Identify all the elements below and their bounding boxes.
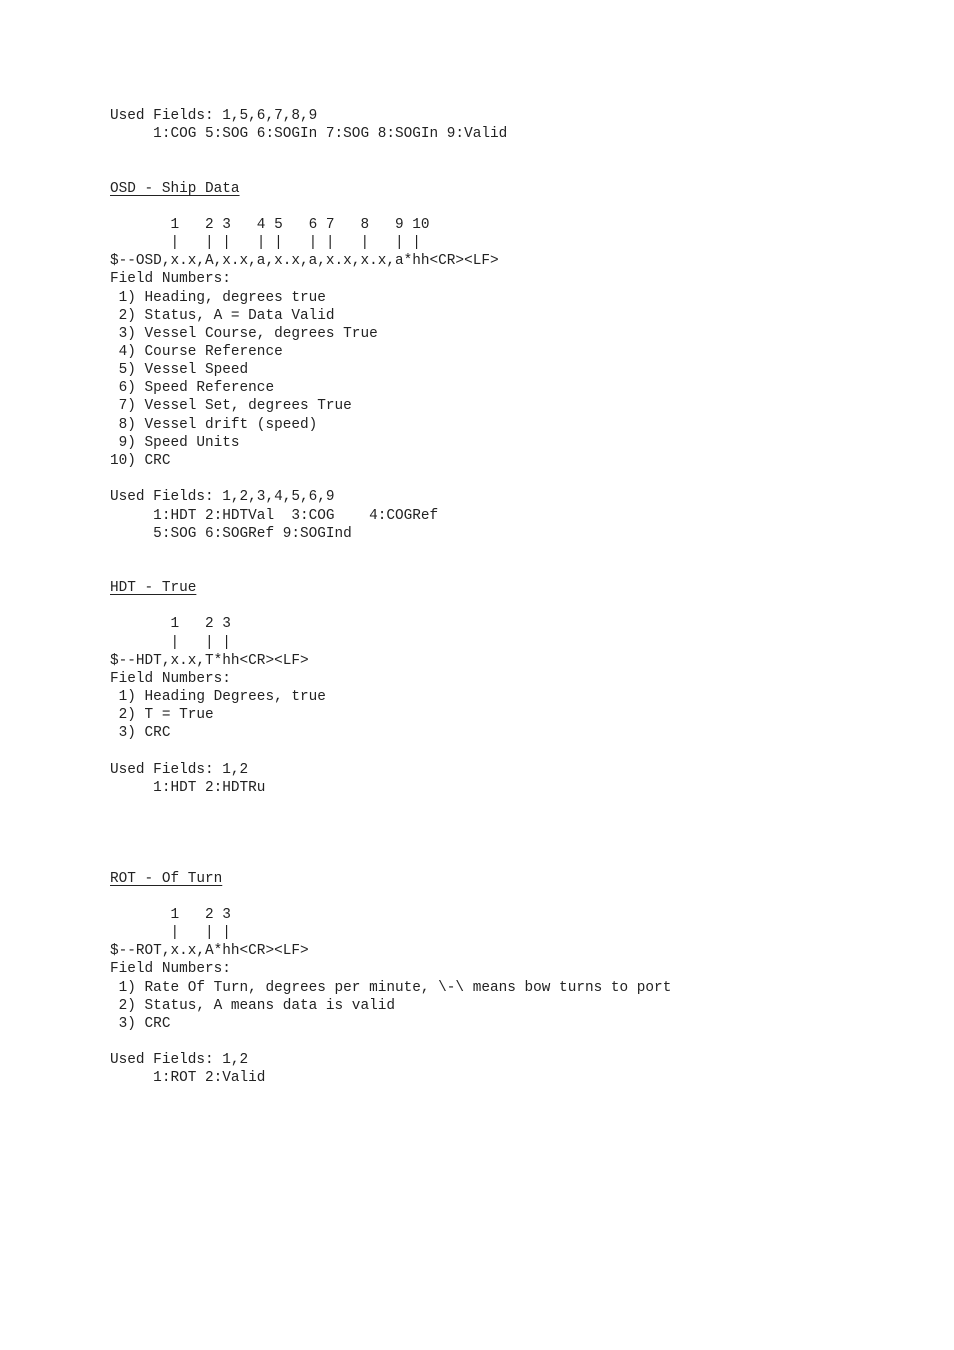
hdt-heading: HDT - True bbox=[110, 580, 197, 596]
osd-field-index-row: 1 2 3 4 5 6 7 8 9 10 bbox=[110, 217, 430, 233]
osd-field-item: 7) Vessel Set, degrees True bbox=[110, 398, 352, 414]
osd-field-item: 2) Status, A = Data Valid bbox=[110, 308, 335, 324]
osd-sentence-format: $--OSD,x.x,A,x.x,a,x.x,a,x.x,x.x,a*hh<CR><LF> bbox=[110, 253, 499, 269]
rot-used-fields-line: 1:ROT 2:Valid bbox=[110, 1070, 266, 1086]
osd-used-fields-line: 1:HDT 2:HDTVal 3:COG 4:COGRef bbox=[110, 508, 439, 524]
rot-field-index-row: 1 2 3 bbox=[110, 907, 231, 923]
hdt-used-fields-label: Used Fields: 1,2 bbox=[110, 762, 249, 778]
document-page bbox=[110, 0, 950, 1350]
used-fields-line: 1:COG 5:SOG 6:SOGIn 7:SOG 8:SOGIn 9:Valid bbox=[110, 126, 508, 142]
hdt-pipe-row: | | | bbox=[110, 635, 231, 651]
hdt-field-item: 3) CRC bbox=[110, 725, 171, 741]
rot-field-item: 1) Rate Of Turn, degrees per minute, \-\ means bow turns to port bbox=[110, 980, 672, 996]
osd-field-item: 1) Heading, degrees true bbox=[110, 290, 326, 306]
osd-field-item: 3) Vessel Course, degrees True bbox=[110, 326, 378, 342]
osd-used-fields-line: 5:SOG 6:SOGRef 9:SOGInd bbox=[110, 526, 352, 542]
osd-field-item: 9) Speed Units bbox=[110, 435, 240, 451]
rot-field-numbers-label: Field Numbers: bbox=[110, 961, 231, 977]
hdt-field-item: 1) Heading Degrees, true bbox=[110, 689, 326, 705]
hdt-field-item: 2) T = True bbox=[110, 707, 214, 723]
osd-pipe-row: | | | | | | | | | | bbox=[110, 235, 421, 251]
rot-field-item: 2) Status, A means data is valid bbox=[110, 998, 395, 1014]
rot-field-item: 3) CRC bbox=[110, 1016, 171, 1032]
osd-field-item: 8) Vessel drift (speed) bbox=[110, 417, 318, 433]
osd-field-item: 6) Speed Reference bbox=[110, 380, 275, 396]
osd-field-item: 5) Vessel Speed bbox=[110, 362, 249, 378]
rot-sentence-format: $--ROT,x.x,A*hh<CR><LF> bbox=[110, 943, 309, 959]
osd-field-numbers-label: Field Numbers: bbox=[110, 271, 231, 287]
hdt-field-numbers-label: Field Numbers: bbox=[110, 671, 231, 687]
hdt-sentence-format: $--HDT,x.x,T*hh<CR><LF> bbox=[110, 653, 309, 669]
rot-heading: ROT - Of Turn bbox=[110, 871, 223, 887]
osd-used-fields-label: Used Fields: 1,2,3,4,5,6,9 bbox=[110, 489, 335, 505]
osd-heading: OSD - Ship Data bbox=[110, 181, 240, 197]
osd-field-item: 4) Course Reference bbox=[110, 344, 283, 360]
used-fields-label: Used Fields: 1,5,6,7,8,9 bbox=[110, 108, 318, 124]
rot-used-fields-label: Used Fields: 1,2 bbox=[110, 1052, 249, 1068]
rot-pipe-row: | | | bbox=[110, 925, 231, 941]
hdt-used-fields-line: 1:HDT 2:HDTRu bbox=[110, 780, 266, 796]
osd-field-item: 10) CRC bbox=[110, 453, 171, 469]
hdt-field-index-row: 1 2 3 bbox=[110, 616, 231, 632]
